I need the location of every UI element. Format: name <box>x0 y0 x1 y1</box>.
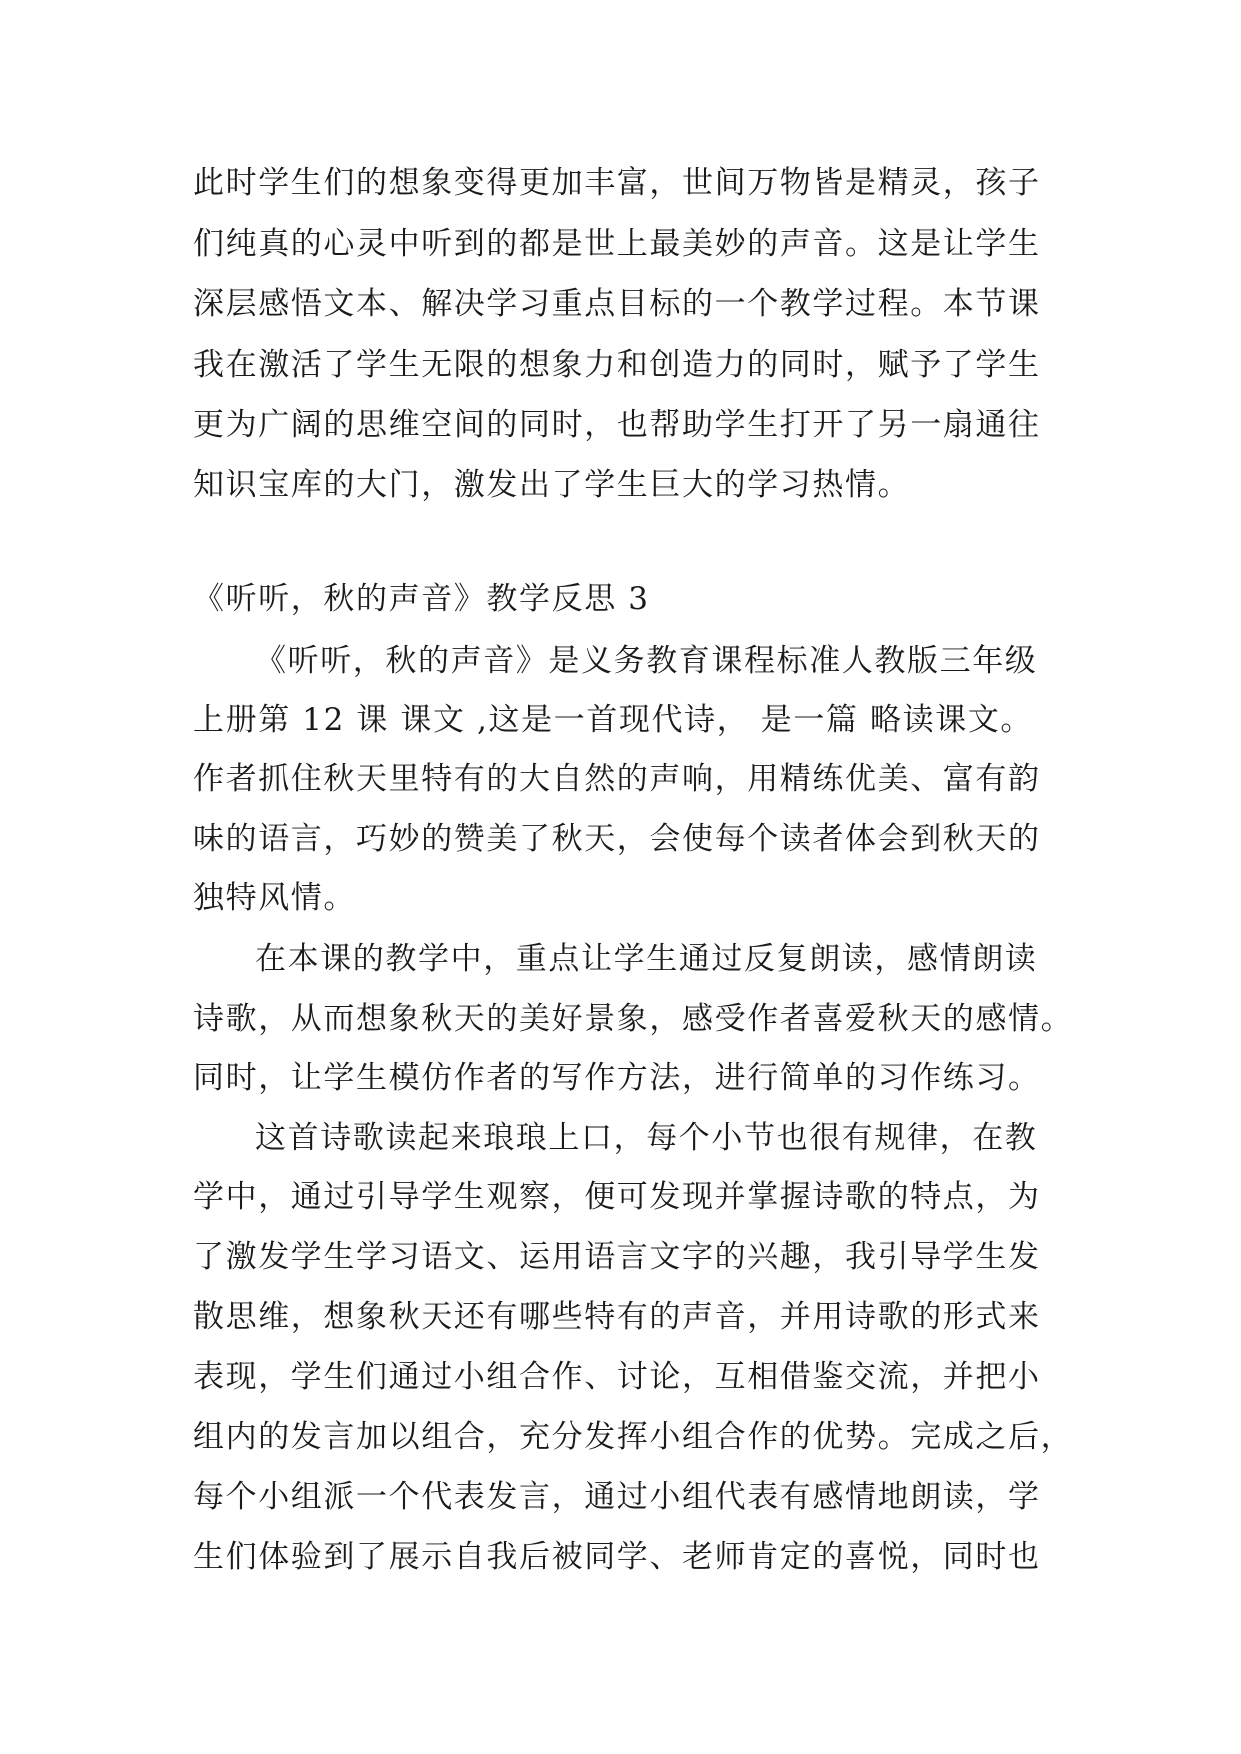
paragraph-4-line-3: 了激发学生学习语文、运用语言文字的兴趣，我引导学生发 <box>193 1239 1041 1275</box>
paragraph-2-line-3: 作者抓住秋天里特有的大自然的声响，用精练优美、富有韵 <box>193 761 1041 797</box>
paragraph-4-line-8: 生们体验到了展示自我后被同学、老师肯定的喜悦，同时也 <box>193 1539 1041 1575</box>
paragraph-2-line-5: 独特风情。 <box>193 880 356 916</box>
paragraph-4-line-7: 每个小组派一个代表发言，通过小组代表有感情地朗读，学 <box>193 1479 1041 1515</box>
paragraph-3-line-2: 诗歌，从而想象秋天的美好景象，感受作者喜爱秋天的感情。 <box>193 1001 1074 1037</box>
paragraph-4-line-1: 这首诗歌读起来琅琅上口，每个小节也很有规律，在教 <box>255 1120 1038 1156</box>
paragraph-2-line-2: 上册第 12 课 课文 ,这是一首现代诗， 是一篇 略读课文。 <box>193 702 1034 738</box>
paragraph-4-line-5: 表现，学生们通过小组合作、讨论，互相借鉴交流，并把小 <box>193 1359 1041 1395</box>
paragraph-1-line-1: 此时学生们的想象变得更加丰富，世间万物皆是精灵，孩子 <box>193 165 1041 201</box>
paragraph-1-line-6: 知识宝库的大门，激发出了学生巨大的学习热情。 <box>193 467 911 503</box>
paragraph-1-line-2: 们纯真的心灵中听到的都是世上最美妙的声音。这是让学生 <box>193 226 1041 262</box>
paragraph-2-line-1: 《听听，秋的声音》是义务教育课程标准人教版三年级 <box>255 643 1038 679</box>
paragraph-4-line-4: 散思维，想象秋天还有哪些特有的声音，并用诗歌的形式来 <box>193 1299 1041 1335</box>
paragraph-3-line-1: 在本课的教学中，重点让学生通过反复朗读，感情朗读 <box>255 941 1038 977</box>
section-title: 《听听，秋的声音》教学反思 3 <box>193 581 650 617</box>
paragraph-4-line-2: 学中，通过引导学生观察，便可发现并掌握诗歌的特点，为 <box>193 1179 1041 1215</box>
paragraph-1-line-4: 我在激活了学生无限的想象力和创造力的同时，赋予了学生 <box>193 347 1041 383</box>
paragraph-2-line-4: 味的语言，巧妙的赞美了秋天，会使每个读者体会到秋天的 <box>193 821 1041 857</box>
paragraph-3-line-3: 同时，让学生模仿作者的写作方法，进行简单的习作练习。 <box>193 1060 1041 1096</box>
paragraph-4-line-6: 组内的发言加以组合，充分发挥小组合作的优势。完成之后， <box>193 1419 1074 1455</box>
paragraph-1-line-5: 更为广阔的思维空间的同时，也帮助学生打开了另一扇通往 <box>193 407 1041 443</box>
paragraph-1-line-3: 深层感悟文本、解决学习重点目标的一个教学过程。本节课 <box>193 286 1041 322</box>
